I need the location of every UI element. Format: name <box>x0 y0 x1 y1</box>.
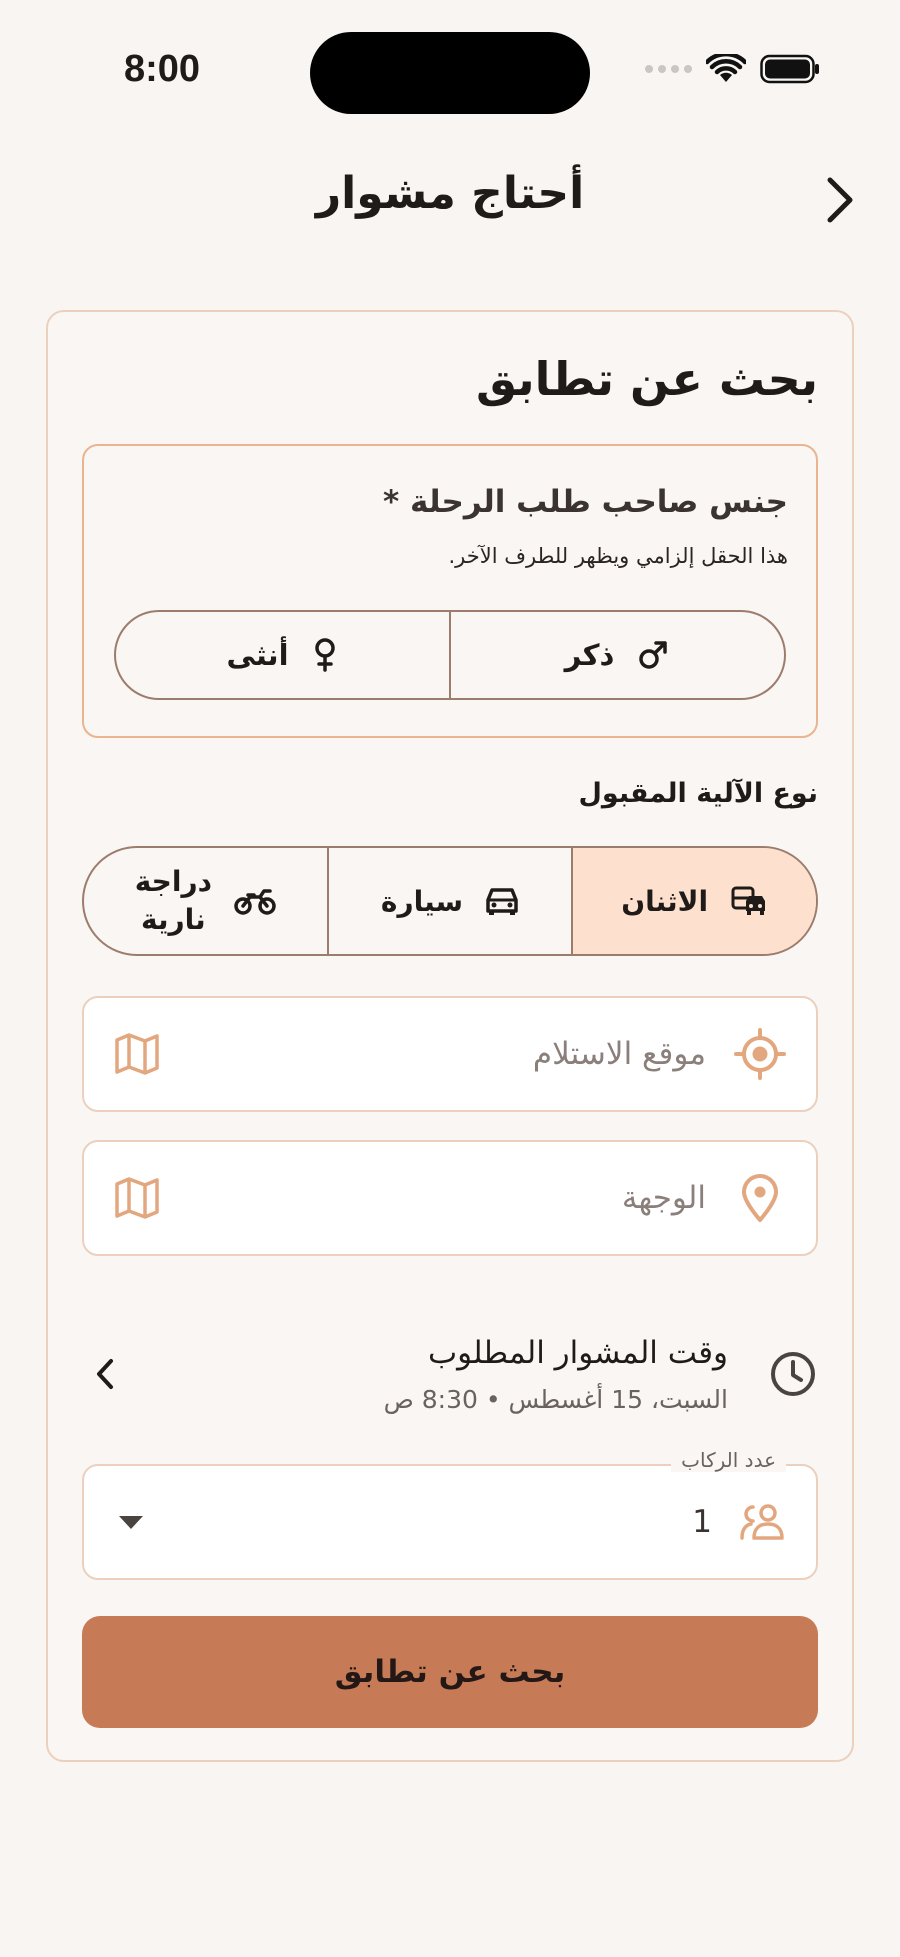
gender-option-label: ذكر <box>564 638 615 672</box>
vehicle-option-both[interactable] <box>573 848 816 954</box>
vehicle-option-label-line2: نارية <box>141 903 206 936</box>
female-icon <box>311 637 339 673</box>
pickup-placeholder: موقع الاستلام <box>532 1036 706 1072</box>
wifi-icon <box>706 54 746 84</box>
riders-count-select[interactable] <box>82 1448 818 1580</box>
dynamic-island <box>310 32 590 114</box>
page-title: أحتاج مشوار <box>315 168 585 219</box>
status-icons <box>645 54 820 84</box>
search-card <box>46 310 854 1762</box>
vehicle-option-label-line1: دراجة <box>134 865 212 899</box>
riders-legend: عدد الركاب <box>671 1448 786 1472</box>
vehicle-option-motorcycle[interactable] <box>84 848 329 954</box>
car-icon <box>485 886 519 916</box>
people-icon <box>738 1502 788 1542</box>
card-title: بحث عن تطابق <box>475 352 818 406</box>
motorcycle-icon <box>234 887 276 915</box>
vehicle-type-label: نوع الآلية المقبول <box>578 778 818 809</box>
ride-time-texts <box>116 1335 728 1414</box>
dropdown-arrow-icon <box>118 1514 144 1530</box>
vehicle-option-label <box>135 863 212 939</box>
gender-hint: هذا الحقل إلزامي ويظهر للطرف الآخر. <box>448 544 788 568</box>
status-time: 8:00 <box>124 48 201 90</box>
vehicle-type-selector <box>82 846 818 956</box>
gender-section <box>82 444 818 738</box>
ride-time-value: السبت، 15 أغسطس • 8:30 ص <box>383 1384 728 1414</box>
male-icon <box>636 638 670 672</box>
ride-time-title: وقت المشوار المطلوب <box>427 1334 728 1371</box>
battery-icon <box>760 54 820 84</box>
gender-option-female[interactable] <box>116 612 451 698</box>
gender-option-label: أنثى <box>226 638 289 672</box>
status-bar <box>0 0 900 130</box>
clock-icon <box>768 1349 818 1399</box>
vehicle-option-label: سيارة <box>380 884 464 918</box>
location-pin-icon <box>734 1172 786 1224</box>
vehicle-option-car[interactable] <box>329 848 574 954</box>
map-icon[interactable] <box>114 1032 160 1076</box>
pickup-location-input[interactable] <box>82 996 818 1112</box>
vehicle-option-label: الاثنان <box>621 884 709 918</box>
search-match-button[interactable]: بحث عن تطابق <box>82 1616 818 1728</box>
destination-input[interactable] <box>82 1140 818 1256</box>
target-location-icon <box>734 1028 786 1080</box>
destination-placeholder: الوجهة <box>621 1180 706 1216</box>
gender-option-male[interactable] <box>451 612 784 698</box>
signal-icon <box>645 65 692 73</box>
chevron-left-icon <box>94 1357 116 1391</box>
car-and-bus-icon <box>730 885 768 917</box>
map-icon[interactable] <box>114 1176 160 1220</box>
gender-label: جنس صاحب طلب الرحلة * <box>383 484 788 520</box>
ride-time-selector[interactable] <box>82 1312 818 1436</box>
riders-count-value: 1 <box>692 1504 712 1540</box>
gender-selector <box>114 610 786 700</box>
